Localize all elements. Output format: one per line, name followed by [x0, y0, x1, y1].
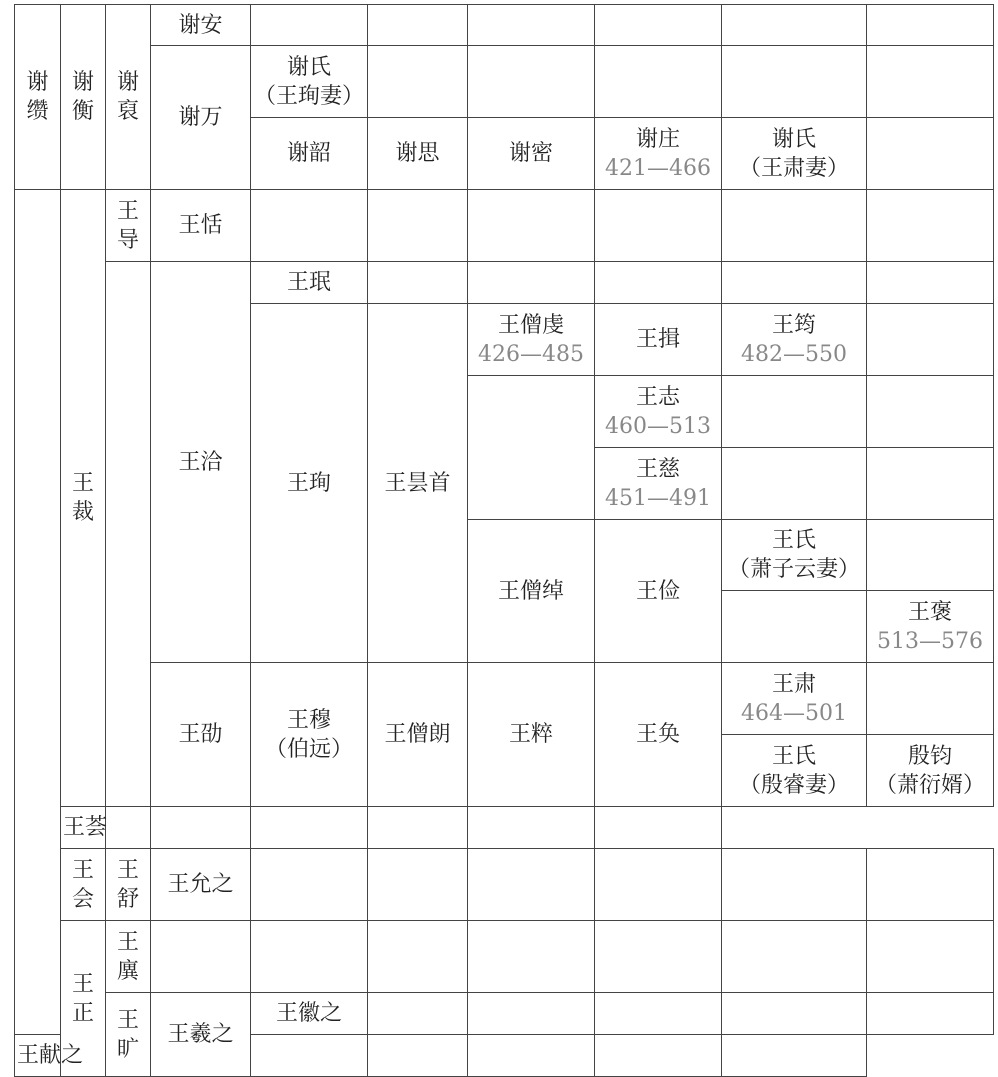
table-row — [15, 849, 994, 921]
genealogy-table — [14, 4, 994, 1077]
cell-empty — [368, 1035, 468, 1077]
cell-wang-cui: 王粹 — [468, 663, 595, 807]
cell-wang-huizhi: 王徽之 — [251, 993, 368, 1035]
cell-empty — [251, 849, 368, 921]
cell-empty — [595, 807, 722, 849]
cell-wang-qia: 王洽 — [151, 262, 251, 663]
cell-empty — [468, 921, 595, 993]
cell-empty — [595, 5, 722, 46]
cell-empty — [468, 849, 595, 921]
cell-xie-pou: 谢 裒 — [106, 5, 151, 190]
cell-xie-shi-wangxun: 谢氏 （王珣妻） — [251, 46, 368, 118]
cell-empty — [722, 993, 867, 1035]
cell-empty — [722, 849, 867, 921]
cell-wang-dao: 王 导 — [106, 190, 151, 262]
cell-empty — [468, 190, 595, 262]
table-row — [15, 807, 994, 849]
cell-wang-hui: 王荟 — [61, 807, 106, 849]
cell-wang-huan: 王奂 — [595, 663, 722, 807]
cell-empty — [468, 5, 595, 46]
cell-xie-shi-wangsu: 谢氏 （王肃妻） — [722, 118, 867, 190]
cell-xie-wan: 谢万 — [151, 46, 251, 190]
cell-wang-cai: 王 裁 — [61, 190, 106, 807]
cell-empty — [106, 262, 151, 807]
cell-wang-mu: 王穆 （伯远） — [251, 663, 368, 807]
cell-empty — [368, 807, 468, 849]
table-row — [15, 993, 994, 1035]
cell-wang-yunzhi: 王允之 — [151, 849, 251, 921]
table-row — [15, 5, 994, 46]
cell-empty — [722, 921, 867, 993]
cell-wang-xianzhi: 王献之 — [15, 1035, 61, 1077]
cell-empty — [722, 262, 867, 304]
cell-empty — [722, 376, 867, 448]
cell-yin-jun: 殷钧 （萧衍婿） — [867, 735, 994, 807]
cell-xie-shao: 谢韶 — [251, 118, 368, 190]
cell-wang-shu: 王 舒 — [106, 849, 151, 921]
cell-empty — [595, 993, 722, 1035]
cell-wang-sengchuo: 王僧绰 — [468, 520, 595, 663]
cell-wang-ci: 王慈 451—491 — [595, 448, 722, 520]
cell-empty — [368, 190, 468, 262]
cell-xie-zhuang: 谢庄 421—466 — [595, 118, 722, 190]
table-row — [15, 663, 994, 735]
table-row — [15, 190, 994, 262]
cell-xie-heng: 谢 衡 — [61, 5, 106, 190]
cell-empty — [468, 46, 595, 118]
cell-empty — [468, 262, 595, 304]
cell-xie-mi: 谢密 — [468, 118, 595, 190]
cell-empty — [867, 118, 994, 190]
cell-empty — [106, 807, 151, 849]
cell-empty — [368, 849, 468, 921]
cell-wang-su: 王肃 464—501 — [722, 663, 867, 735]
table-row — [15, 262, 994, 304]
cell-empty — [867, 5, 994, 46]
cell-wang-jian: 王俭 — [595, 520, 722, 663]
cell-empty — [368, 993, 468, 1035]
cell-xie-si: 谢思 — [368, 118, 468, 190]
cell-empty — [251, 5, 368, 46]
cell-empty — [867, 993, 994, 1035]
cell-xie-an: 谢安 — [151, 5, 251, 46]
table-row — [15, 921, 994, 993]
cell-wang-min: 王珉 — [251, 262, 368, 304]
cell-empty — [368, 5, 468, 46]
cell-empty — [867, 921, 994, 993]
cell-empty — [15, 190, 61, 1035]
cell-empty — [595, 262, 722, 304]
cell-empty — [595, 921, 722, 993]
cell-empty — [595, 190, 722, 262]
cell-empty — [368, 921, 468, 993]
cell-empty — [595, 46, 722, 118]
cell-empty — [867, 190, 994, 262]
cell-wang-zheng: 王 正 — [61, 921, 106, 1077]
table-row — [15, 46, 994, 118]
cell-wang-zhi: 王志 460—513 — [595, 376, 722, 448]
cell-empty — [468, 376, 595, 520]
cell-empty — [251, 190, 368, 262]
cell-empty — [595, 1035, 722, 1077]
cell-empty — [867, 520, 994, 591]
cell-empty — [867, 448, 994, 520]
cell-wang-tian: 王恬 — [151, 190, 251, 262]
cell-empty — [251, 1035, 368, 1077]
cell-wang-yun: 王筠 482—550 — [722, 304, 867, 376]
cell-wang-xun: 王珣 — [251, 304, 368, 663]
cell-empty — [368, 46, 468, 118]
cell-wang-kuang: 王 旷 — [106, 993, 151, 1077]
cell-wang-sengqian: 王僧虔 426—485 — [468, 304, 595, 376]
cell-wang-shi-yin: 王氏 （殷睿妻） — [722, 735, 867, 807]
cell-xie-zuan: 谢 缵 — [15, 5, 61, 190]
genealogy-table-wrapper — [14, 4, 993, 1077]
cell-empty — [595, 849, 722, 921]
cell-wang-bao: 王褒 513—576 — [867, 591, 994, 663]
cell-empty — [468, 993, 595, 1035]
cell-empty — [151, 807, 251, 849]
cell-wang-tanshou: 王昙首 — [368, 304, 468, 663]
cell-empty — [867, 663, 994, 735]
cell-empty — [867, 46, 994, 118]
cell-empty — [468, 1035, 595, 1077]
cell-wang-shi-xiao: 王氏 （萧子云妻） — [722, 520, 867, 591]
cell-empty — [722, 46, 867, 118]
cell-empty — [251, 921, 368, 993]
cell-empty — [722, 190, 867, 262]
cell-empty — [867, 849, 994, 921]
cell-empty — [251, 807, 368, 849]
cell-empty — [867, 376, 994, 448]
cell-empty — [722, 448, 867, 520]
cell-empty — [368, 262, 468, 304]
cell-empty — [722, 591, 867, 663]
cell-empty — [722, 5, 867, 46]
cell-wang-ji: 王揖 — [595, 304, 722, 376]
cell-empty — [867, 304, 994, 376]
cell-wang-yi: 王 廙 — [106, 921, 151, 993]
cell-empty — [722, 1035, 867, 1077]
cell-wang-senglang: 王僧朗 — [368, 663, 468, 807]
cell-wang-xizhi: 王羲之 — [151, 993, 251, 1077]
cell-wang-shao: 王劭 — [151, 663, 251, 807]
cell-empty — [867, 262, 994, 304]
cell-empty — [151, 921, 251, 993]
cell-wang-huiwang: 王 会 — [61, 849, 106, 921]
cell-empty — [468, 807, 595, 849]
